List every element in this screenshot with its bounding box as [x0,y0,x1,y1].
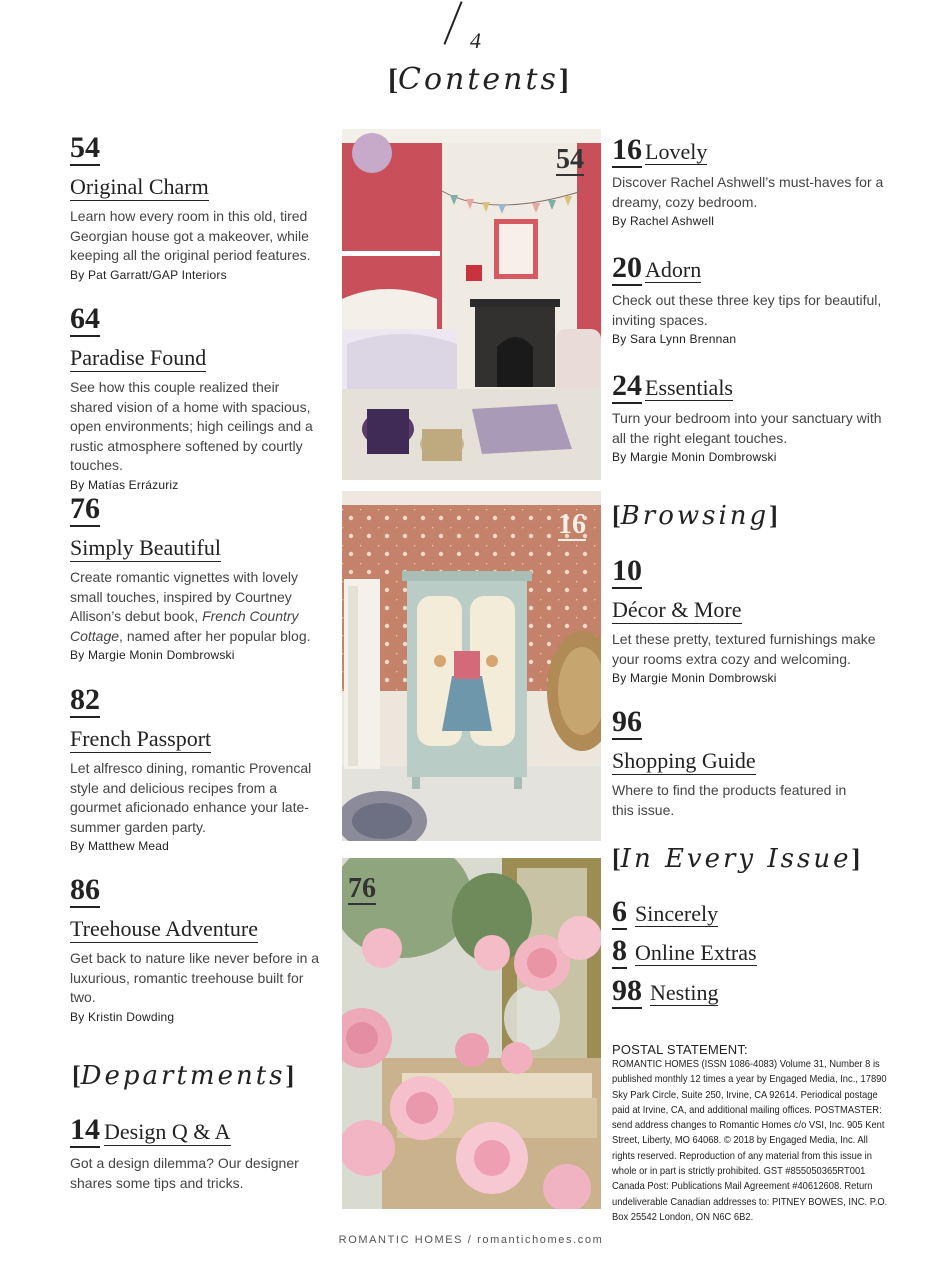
browsing-item[interactable] [612,707,862,820]
footer-url[interactable]: romantichomes.com [477,1234,604,1246]
contents-heading-text: Contents [398,62,559,97]
feature-item[interactable] [612,133,887,228]
issue-page-number: 6 [612,895,627,928]
footer [0,1234,942,1246]
book-title: French Country Cottage [70,608,299,644]
feature-page-number: 86 [70,873,100,906]
bracket-right: ] [558,63,569,96]
feature-item[interactable] [612,369,887,464]
browsing-page-number: 10 [612,554,642,587]
departments-heading [72,1060,294,1091]
feature-byline: By Matías Errázuriz [70,477,179,492]
footer-brand: ROMANTIC HOMES [338,1234,464,1246]
postal-heading: POSTAL STATEMENT: [612,1042,748,1057]
postal-body: ROMANTIC HOMES (ISSN 1086-4083) Volume 31, Number 8 is published monthly 12 times a year by Engaged Media, Inc., 17890 Sky Park Circle, Suite 250, Irvine, CA 92614. Periodical postage paid at Irvine, CA, and additional mailing offices. POSTMASTER: send address changes to Romantic Homes c/o VSI, Inc. 905 Kent Street, Liberty, MO 64068. © 2018 by Engaged Media, Inc. All rights reserved. Reproduction of any material from this issue in whole or in part is strictly prohibited. GST #855050365RT001 Canada Post: Publications Mail Agreement #40612608. Return undeliverable Canadian addresses to: PITNEY BOWES, INC. P.O. Box 25542 London, ON N6C 6B2. [612,1059,888,1223]
browsing-byline: By Margie Monin Dombrowski [612,671,777,686]
feature-title[interactable]: Simply Beautiful [70,535,221,560]
contents-heading [388,62,569,97]
browsing-item[interactable] [612,556,882,685]
feature-page-number: 64 [70,302,100,335]
photo-page-label: 76 [348,873,376,904]
browsing-description: Where to find the products featured in this issue. [612,782,847,818]
feature-title[interactable]: Adorn [645,257,702,282]
browsing-heading-text: Browsing [620,501,770,531]
bracket-left: [ [612,501,621,530]
issue-title[interactable]: Nesting [650,980,719,1005]
feature-title[interactable]: Lovely [645,139,708,164]
issue-item[interactable] [612,934,757,968]
photo-armoire[interactable] [342,491,601,841]
feature-title[interactable]: Treehouse Adventure [70,916,258,941]
roses-illustration [342,858,601,1209]
in-every-issue-heading-text: In Every Issue [620,844,852,874]
feature-page-number: 76 [70,492,100,525]
feature-title[interactable]: Original Charm [70,174,209,199]
browsing-title[interactable]: Décor & More [612,597,742,622]
bracket-right: ] [285,1061,295,1090]
issue-title[interactable]: Sincerely [635,901,719,926]
feature-title[interactable]: Paradise Found [70,345,207,370]
feature-page-number: 24 [612,369,642,402]
issue-page-number: 8 [612,934,627,967]
feature-title[interactable]: Essentials [645,375,733,400]
feature-item[interactable] [70,304,320,492]
feature-description: Check out these three key tips for beautiful, inviting spaces. [612,292,882,328]
bracket-right: ] [769,501,778,530]
feature-item[interactable] [612,251,887,346]
photo-page-label: 16 [558,509,586,540]
feature-description: Get back to nature like never before in a luxurious, romantic treehouse built for two. [70,950,320,1006]
page-number: 4 [470,28,481,53]
department-item[interactable] [70,1115,320,1193]
issue-page-number: 98 [612,974,642,1007]
department-description: Got a design dilemma? Our designer shares some tips and tricks. [70,1155,299,1191]
browsing-page-number: 96 [612,705,642,738]
department-page-number: 14 [70,1113,100,1146]
feature-byline: By Kristin Dowding [70,1009,175,1024]
feature-page-number: 20 [612,251,642,284]
feature-item[interactable] [70,685,320,853]
feature-description: See how this couple realized their shared vision of a home with spacious, open environments; high ceilings and a rustic atmosphere softened by courtly touches. [70,379,313,474]
feature-byline: By Pat Garratt/GAP Interiors [70,267,227,282]
feature-page-number: 82 [70,683,100,716]
photo-bedroom[interactable] [342,129,601,480]
bracket-left: [ [388,63,398,96]
feature-description-text: Create romantic vignettes with lovely small touches, inspired by Courtney Allison’s debut book, [70,569,298,625]
page-number-slash [443,1,462,44]
feature-description: Discover Rachel Ashwell’s must-haves for a dreamy, cozy bedroom. [612,174,884,210]
feature-byline: By Rachel Ashwell [612,214,715,229]
in-every-issue-heading [612,843,860,874]
feature-item[interactable] [70,494,320,662]
department-title[interactable]: Design Q & A [104,1119,231,1144]
feature-title[interactable]: French Passport [70,726,212,751]
bracket-left: [ [612,844,621,873]
bracket-left: [ [72,1061,81,1090]
issue-item[interactable] [612,895,718,929]
departments-heading-text: Departments [80,1061,286,1091]
feature-byline: By Sara Lynn Brennan [612,332,737,347]
browsing-heading [612,500,778,531]
bracket-right: ] [851,844,861,873]
browsing-description: Let these pretty, textured furnishings make your rooms extra cozy and welcoming. [612,631,876,667]
feature-item[interactable] [70,133,320,282]
armoire-illustration [342,491,601,841]
browsing-title[interactable]: Shopping Guide [612,748,756,773]
feature-byline: By Matthew Mead [70,839,170,854]
postal-statement [612,1042,890,1225]
photo-page-label: 54 [556,144,584,175]
issue-title[interactable]: Online Extras [635,940,757,965]
feature-description: Turn your bedroom into your sanctuary with all the right elegant touches. [612,410,882,446]
feature-item[interactable] [70,875,320,1024]
feature-description [70,568,320,646]
footer-separator: / [467,1234,473,1246]
photo-roses[interactable] [342,858,601,1209]
feature-description: Learn how every room in this old, tired Georgian house got a makeover, while keeping all the original period features. [70,208,311,264]
feature-byline: By Margie Monin Dombrowski [612,450,777,465]
feature-description-text: , named after her popular blog. [119,627,311,644]
feature-page-number: 54 [70,131,100,164]
feature-page-number: 16 [612,133,642,166]
issue-item[interactable] [612,974,718,1008]
feature-description: Let alfresco dining, romantic Provencal style and delicious recipes from a gourmet aficionado enhance your late-summer garden party. [70,760,312,835]
feature-byline: By Margie Monin Dombrowski [70,648,235,663]
bedroom-illustration [342,129,601,480]
